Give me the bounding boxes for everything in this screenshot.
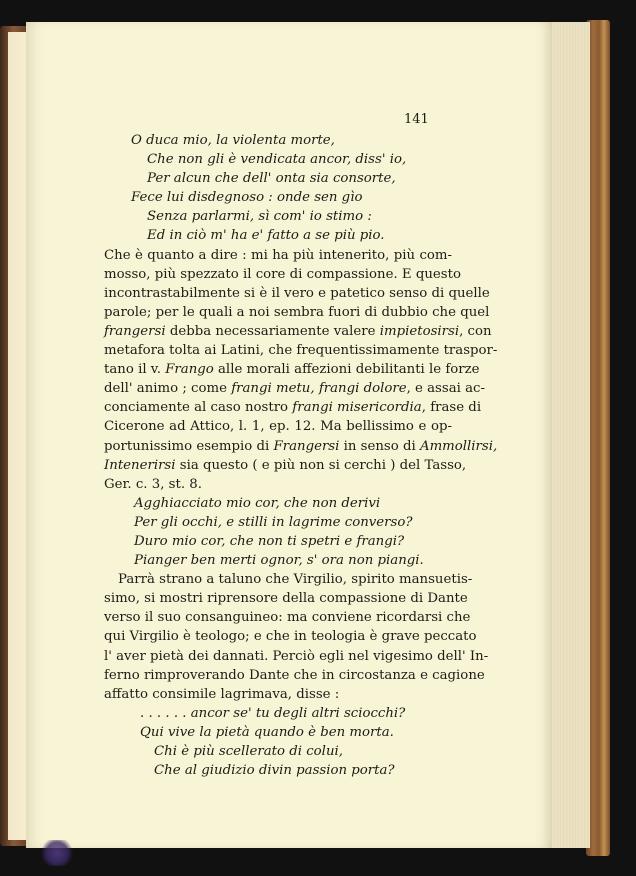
prose-line: [104, 379, 485, 398]
text-run: dell' animo ; come: [104, 381, 232, 397]
italic-run: Ammollirsi,: [419, 438, 498, 454]
text-run: tano il v.: [104, 362, 166, 378]
text-run: , con: [459, 323, 492, 339]
text-run: mosso, più spezzato il core di compassione. E questo: [104, 266, 461, 282]
text-run: , frase di: [421, 400, 482, 416]
italic-run: frangi metu, frangi dolore: [231, 381, 407, 397]
prose-line: [104, 322, 492, 341]
verse-line: Per gli occhi, e stilli in lagrime converso?: [134, 514, 413, 530]
text-run: simo, si mostri riprensore della compassione di Dante: [104, 591, 468, 607]
prose-line: [104, 608, 471, 627]
text-run: , e assai ac-: [406, 381, 485, 397]
verse-block-2: [104, 494, 452, 570]
text-run: ferno rimproverando Dante che in circostanza e cagione: [104, 667, 485, 683]
prose-line: [104, 341, 498, 360]
prose-line: [104, 627, 477, 646]
verse-line: Chi è più scellerato di colui,: [154, 744, 343, 759]
prose-line: [104, 303, 490, 322]
prose-line: [104, 685, 452, 704]
prose-line: [104, 246, 452, 265]
verse-line: O duca mio, la violenta morte,: [131, 133, 335, 148]
italic-run: frangi misericordia: [292, 400, 422, 416]
prose-line: [104, 456, 467, 475]
italic-run: Intenerirsi: [104, 457, 176, 473]
italic-run: frangersi: [104, 323, 166, 339]
verse-line: Qui vive la pietà quando è ben morta.: [140, 724, 394, 740]
text-run: verso il suo consanguineo: ma conviene ricordarsi che: [104, 610, 471, 626]
paragraph-2: [104, 570, 489, 704]
text-run: l' aver pietà dei dannati. Perciò egli nel vigesimo dell' In-: [104, 648, 489, 664]
text-run: portunissimo esempio di: [104, 438, 274, 454]
italic-run: impietosirsi: [379, 323, 460, 339]
text-run: conciamente al caso nostro: [104, 400, 293, 416]
book-page: [26, 22, 552, 848]
text-run: metafora tolta ai Latini, che frequentissimamente traspor-: [104, 343, 498, 359]
left-page-edge: [8, 32, 26, 840]
verse-line: Che al giudizio divin passion porta?: [154, 763, 395, 779]
text-run: parole; per le quali a noi sembra fuori di dubbio che quel: [104, 304, 490, 320]
prose-line: [104, 437, 498, 456]
prose-line: [104, 284, 490, 303]
text-run: debba necessariamente valere: [165, 323, 380, 339]
text-run: alle morali affezioni debilitanti le forze: [213, 362, 480, 378]
verse-block-3: [104, 704, 452, 780]
verse-line: Duro mio cor, che non ti spetri e frangi?: [134, 533, 405, 549]
verse-line: Pianger ben merti ognor, s' ora non piangi.: [134, 553, 424, 569]
text-run: Cicerone ad Attico, l. 1, ep. 12. Ma bellissimo e op-: [104, 419, 452, 435]
verse-line: Senza parlarmi, sì com' io stimo :: [147, 209, 372, 225]
prose-line: [104, 265, 461, 284]
text-run: Ger. c. 3, st. 8.: [104, 476, 202, 492]
verse-line: Per alcun che dell' onta sia consorte,: [147, 171, 396, 187]
page-number: 141: [404, 112, 429, 127]
paragraph-1: [104, 246, 498, 494]
text-run: qui Virgilio è teologo; e che in teologia è grave peccato: [104, 629, 477, 645]
prose-line: [104, 666, 485, 685]
prose-line: [104, 360, 480, 379]
text-run: in senso di: [339, 438, 420, 454]
verse-line: Che non gli è vendicata ancor, diss' io,: [147, 152, 407, 168]
prose-line: [104, 570, 473, 589]
library-stamp: [40, 840, 74, 866]
text-run: sia questo ( e più non si cerchi ) del Tasso,: [175, 457, 467, 473]
prose-line: [104, 647, 489, 666]
text-run: Che è quanto a dire : mi ha più intenerito, più com-: [104, 247, 452, 263]
text-run: incontrastabilmente si è il vero e patetico senso di quelle: [104, 285, 490, 301]
page-text: [104, 112, 498, 780]
italic-run: Frangersi: [273, 438, 340, 454]
prose-line: [104, 475, 452, 494]
verse-line: Fece lui disdegnoso : onde sen gìo: [131, 190, 363, 206]
verse-block-1: [104, 131, 452, 246]
verse-line: Agghiacciato mio cor, che non derivi: [134, 495, 381, 511]
verse-line: Ed in ciò m' ha e' fatto a se più pio.: [147, 228, 385, 244]
prose-line: [104, 417, 452, 436]
verse-line: . . . . . . ancor se' tu degli altri sciocchi?: [140, 705, 406, 721]
prose-line: [104, 589, 468, 608]
italic-run: Frango: [165, 362, 214, 378]
text-run: Parrà strano a taluno che Virgilio, spirito mansuetis-: [118, 572, 473, 588]
prose-line: [104, 398, 482, 417]
text-run: affatto consimile lagrimava, disse :: [104, 686, 340, 702]
page-stack: [546, 22, 590, 848]
